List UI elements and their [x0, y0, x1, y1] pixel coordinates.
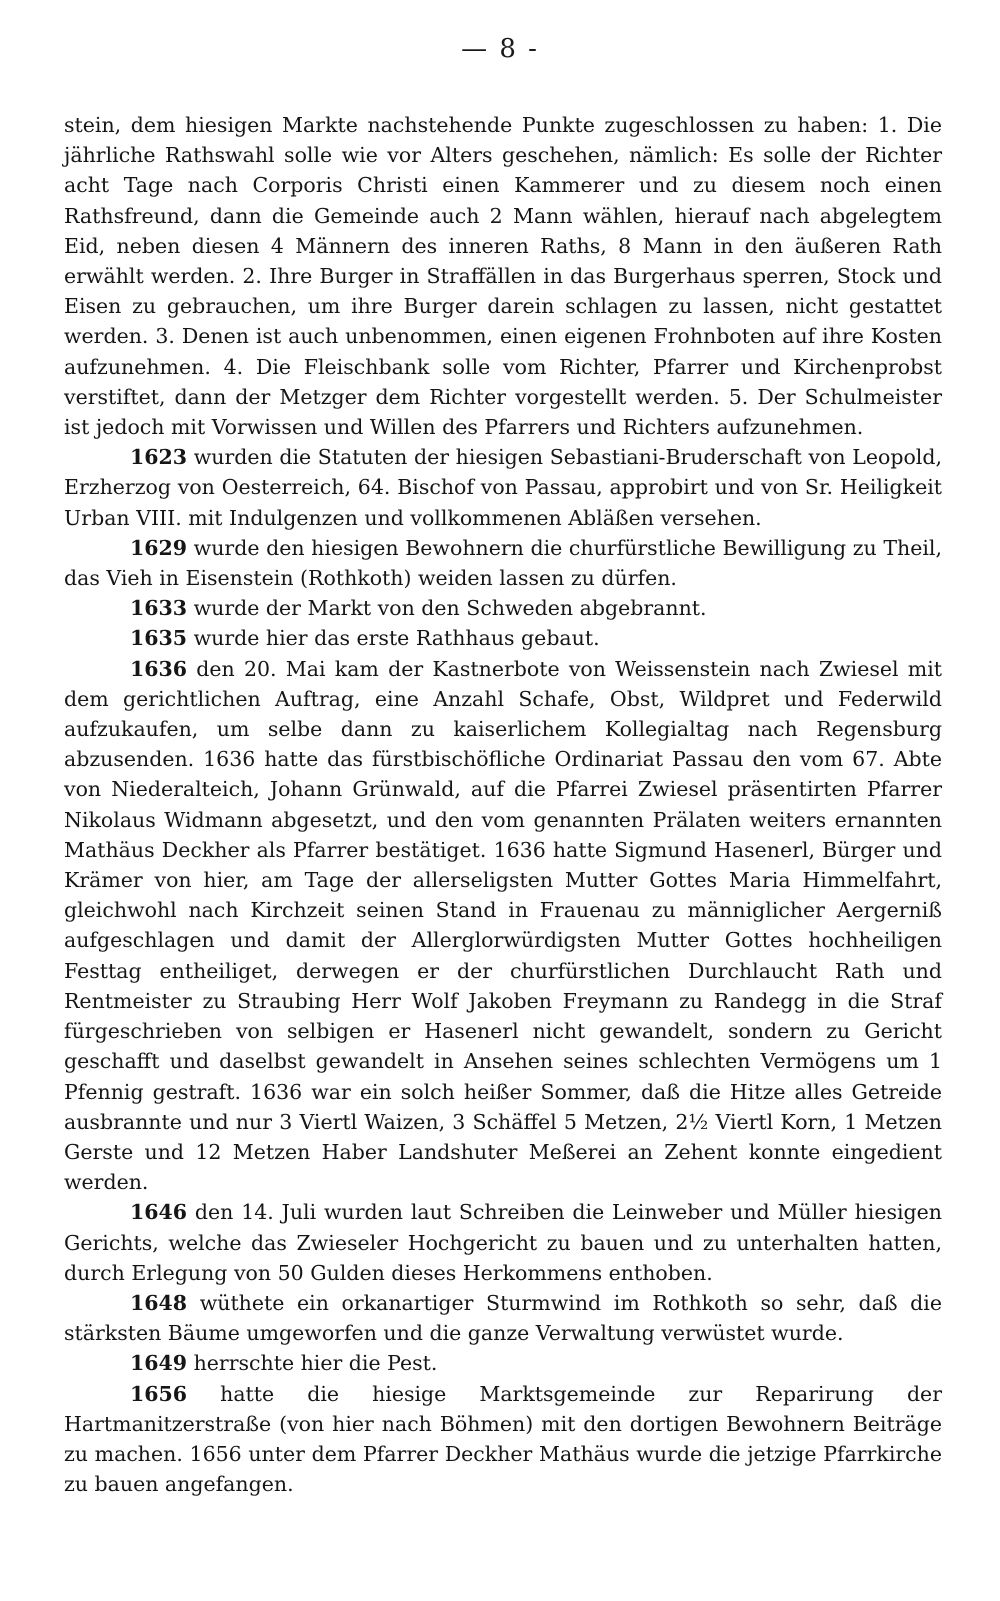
paragraph-text: den 20. Mai kam der Kastnerbote von Weissenstein nach Zwiesel mit dem gerichtlichen Auftrag, eine Anzahl Schafe, Obst, Wildpret und Federwild aufzukaufen, um selbe dann zu kaiserlichem Kollegialtag nach Regensburg abzusenden. 1636 hatte das fürstbischöfliche Ordinariat Passau den vom 67. Abte von Niederalteich, Johann Grünwald, auf die Pfarrei Zwiesel präsentirten Pfarrer Nikolaus Widmann abgesetzt, und den vom genannten Prälaten weiters ernannten Mathäus Deckher als Pfarrer bestätiget. 1636 hatte Sigmund Hasenerl, Bürger und Krämer von hier, am Tage der allerseligsten Mutter Gottes Maria Himmelfahrt, gleichwohl nach Kirchzeit seinen Stand in Frauenau zu männiglicher Aergerniß aufgeschlagen und damit der Allerglorwürdigsten Mutter Gottes hochheiligen Festtag entheiliget, derwegen er der churfürstlichen Durchlaucht Rath und Rentmeister zu Straubing Herr Wolf Jakoben Freymann zu Randegg in die Straf fürgeschrieben von selbigen er Hasenerl nicht gewandelt, sondern zu Gericht geschafft und daselbst gewandelt in Ansehen seines schlechten Vermögens um 1 Pfennig gestraft. 1636 war ein solch heißer Sommer, daß die Hitze alles Getreide ausbrannte und nur 3 Viertl Waizen, 3 Schäffel 5 Metzen, 2½ Viertl Korn, 1 Metzen Gerste und 12 Metzen Haber Landshuter Meßerei an Zehent konnte eingedient werden. [64, 656, 942, 1195]
paragraph-1636 [64, 654, 942, 1198]
year-label: 1646 [130, 1200, 188, 1225]
paragraph-1646 [64, 1197, 942, 1288]
paragraph-text: herrschte hier die Pest. [187, 1351, 438, 1376]
paragraph-text: hatte die hiesige Marktsgemeinde zur Reparirung der Hartmanitzerstraße (von hier nach Böhmen) mit den dortigen Bewohnern Beiträge zu machen. 1656 unter dem Pfarrer Deckher Mathäus wurde die jetzige Pfarrkirche zu bauen angefangen. [64, 1381, 942, 1497]
year-label: 1656 [130, 1381, 188, 1406]
page-number: — 8 - [461, 34, 539, 64]
paragraph-1635 [64, 623, 942, 653]
year-label: 1623 [130, 445, 188, 470]
paragraph-1623 [64, 442, 942, 533]
year-label: 1649 [130, 1351, 188, 1376]
year-label: 1636 [130, 656, 188, 681]
paragraph-text: den 14. Juli wurden laut Schreiben die Leinweber und Müller hiesigen Gerichts, welche das Zwieseler Hochgericht zu bauen und zu unterhalten hatten, durch Erlegung von 50 Gulden dieses Herkommens enthoben. [64, 1200, 942, 1285]
body-text [64, 110, 942, 1499]
paragraph-1649 [64, 1348, 942, 1378]
paragraph-text: wurden die Statuten der hiesigen Sebastiani-Bruderschaft von Leopold, Erzherzog von Oesterreich, 64. Bischof von Passau, approbirt und von Sr. Heiligkeit Urban VIII. mit Indulgenzen und vollkommenen Abläßen versehen. [64, 445, 942, 530]
paragraph-1629 [64, 533, 942, 593]
year-label: 1648 [130, 1290, 188, 1315]
paragraph-text: wurde der Markt von den Schweden abgebrannt. [187, 596, 707, 621]
paragraph-text: wurde hier das erste Rathhaus gebaut. [187, 626, 600, 651]
paragraph-1656 [64, 1379, 942, 1500]
year-label: 1633 [130, 596, 188, 621]
paragraph-1633 [64, 593, 942, 623]
paragraph-text: stein, dem hiesigen Markte nachstehende Punkte zugeschlossen zu haben: 1. Die jährliche Rathswahl solle wie vor Alters geschehen, nämlich: Es solle der Richter acht Tage nach Corporis Christi einen Kammerer und zu diesem noch einen Rathsfreund, dann die Gemeinde auch 2 Mann wählen, hierauf nach abgelegtem Eid, neben diesen 4 Männern des inneren Raths, 8 Mann in den äußeren Rath erwählt werden. 2. Ihre Burger in Straffällen in das Burgerhaus sperren, Stock und Eisen zu gebrauchen, um ihre Burger darein schlagen zu lassen, nicht gestattet werden. 3. Denen ist auch unbenommen, einen eigenen Frohnboten auf ihre Kosten aufzunehmen. 4. Die Fleischbank solle vom Richter, Pfarrer und Kirchenprobst verstiftet, dann der Metzger dem Richter vorgestellt werden. 5. Der Schulmeister ist jedoch mit Vorwissen und Willen des Pfarrers und Richters aufzunehmen. [64, 113, 942, 440]
year-label: 1629 [130, 535, 188, 560]
paragraph-statutes [64, 110, 942, 442]
paragraph-text: wurde den hiesigen Bewohnern die churfürstliche Bewilligung zu Theil, das Vieh in Eisenstein (Rothkoth) weiden lassen zu dürfen. [64, 535, 942, 591]
paragraph-text: wüthete ein orkanartiger Sturmwind im Rothkoth so sehr, daß die stärksten Bäume umgeworfen und die ganze Verwaltung verwüstet wurde. [64, 1290, 942, 1346]
paragraph-1648 [64, 1288, 942, 1348]
year-label: 1635 [130, 626, 188, 651]
